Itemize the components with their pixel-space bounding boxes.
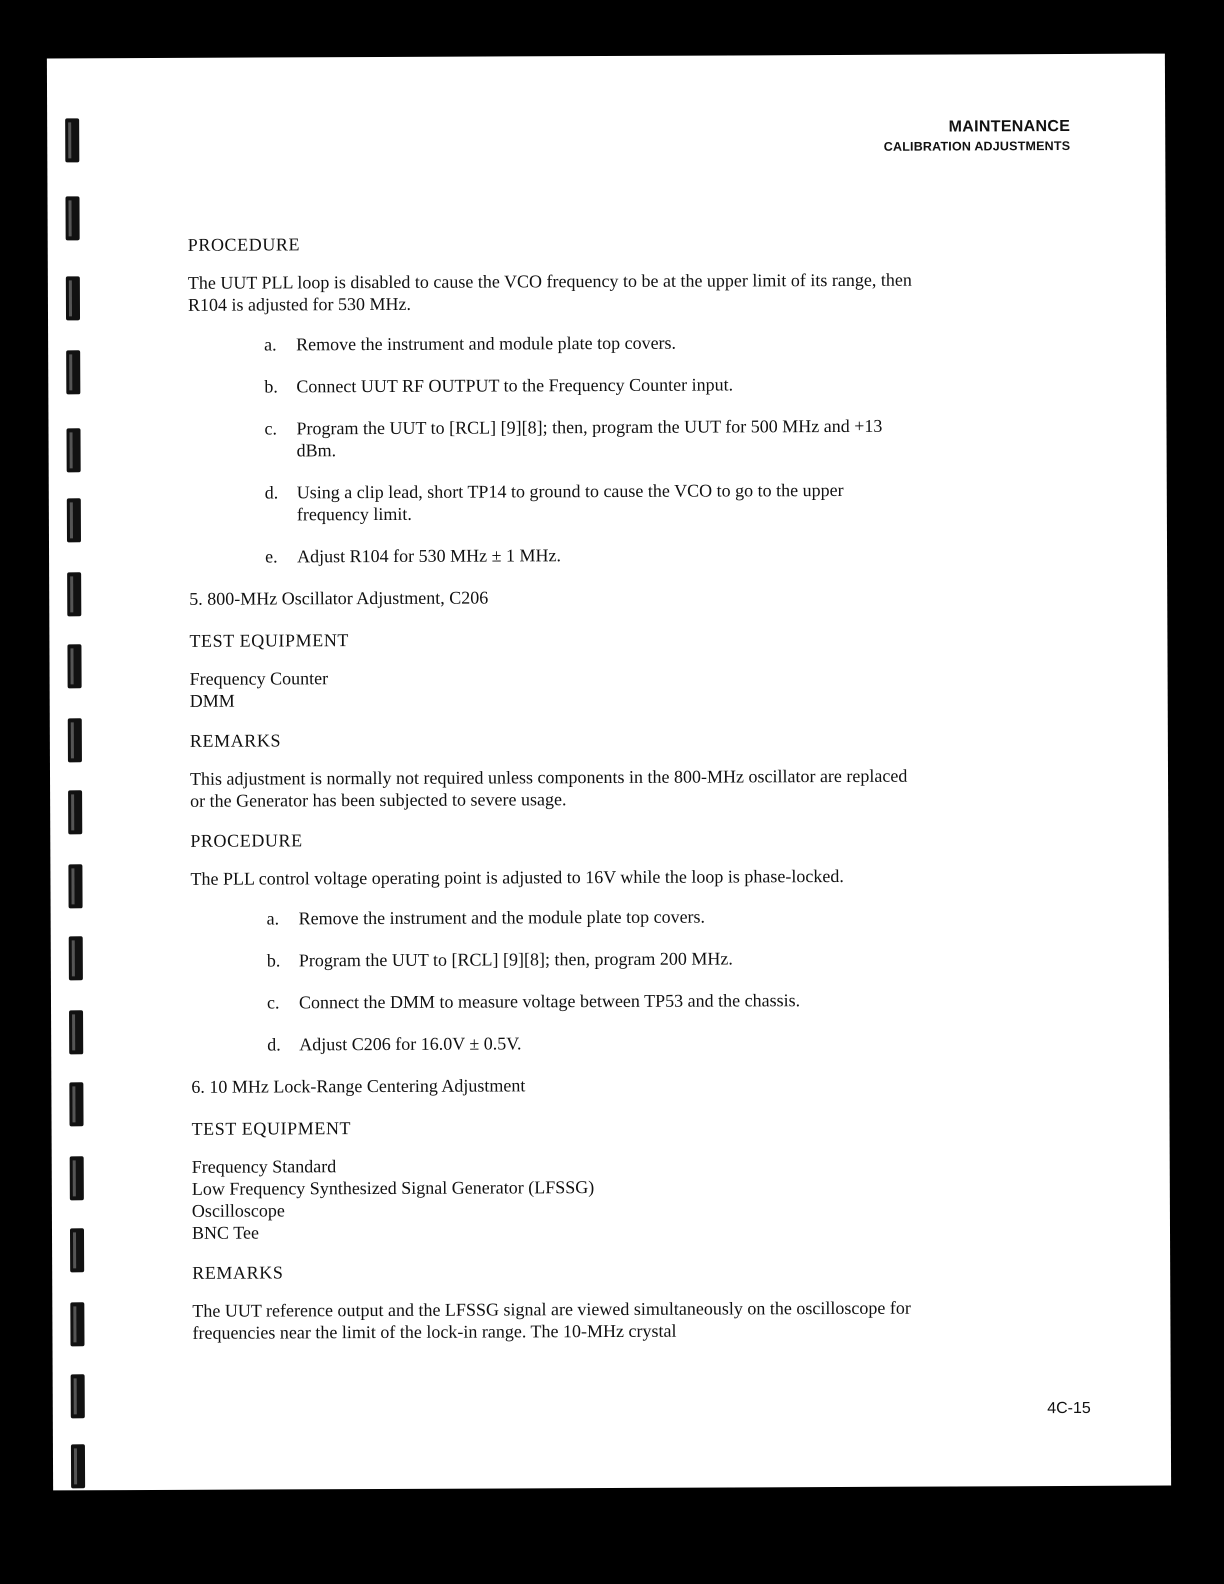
equipment-item: Oscilloscope — [191, 1200, 285, 1221]
procedure-heading: PROCEDURE — [187, 234, 301, 255]
remarks-text: This adjustment is normally not required unless components in the 800-MHz oscillator are replaced or the Generator has been subjected to severe usage. — [189, 765, 908, 811]
section-6-title: 6. 10 MHz Lock-Range Centering Adjustment — [191, 1075, 526, 1097]
binding-hole — [67, 572, 81, 616]
step-item — [188, 373, 918, 398]
binding-hole — [67, 498, 81, 542]
equipment-item: DMM — [189, 690, 235, 711]
step-label: e. — [265, 546, 278, 567]
binding-hole — [69, 1010, 83, 1054]
step-label: c. — [264, 418, 278, 439]
step-item — [191, 1031, 921, 1056]
section-5-title: 5. 800-MHz Oscillator Adjustment, C206 — [189, 587, 489, 609]
step-label: a. — [264, 334, 277, 355]
step-item — [189, 479, 919, 526]
step-text: Connect UUT RF OUTPUT to the Frequency Counter input. — [296, 374, 734, 397]
remarks-heading: REMARKS — [192, 1262, 284, 1283]
test-equipment-heading: TEST EQUIPMENT — [189, 630, 350, 651]
binding-hole — [70, 1302, 84, 1346]
equipment-list — [192, 1153, 922, 1244]
binding-hole — [71, 1374, 85, 1418]
binding-hole — [66, 350, 80, 394]
binding-hole — [70, 1156, 84, 1200]
header-subtitle: CALIBRATION ADJUSTMENTS — [883, 138, 1071, 154]
binding-hole — [70, 1228, 84, 1272]
equipment-item: Frequency Counter — [189, 668, 329, 689]
equipment-list — [190, 665, 920, 712]
header-title: MAINTENANCE — [948, 117, 1071, 136]
step-text: Using a clip lead, short TP14 to ground to cause the VCO to go to the upper frequency limit. — [296, 479, 844, 525]
step-item — [191, 947, 921, 972]
step-label: a. — [266, 908, 280, 929]
equipment-item: Frequency Standard — [191, 1156, 337, 1177]
step-text: Adjust C206 for 16.0V ± 0.5V. — [299, 1033, 522, 1055]
step-item — [189, 543, 919, 568]
binding-hole — [68, 864, 82, 908]
step-text: Remove the instrument and module plate top covers. — [296, 332, 677, 355]
running-header — [884, 118, 1071, 154]
binding-hole — [67, 644, 81, 688]
step-text: Adjust R104 for 530 MHz ± 1 MHz. — [297, 545, 561, 567]
binding-hole — [68, 790, 82, 834]
remarks-heading: REMARKS — [189, 730, 282, 751]
step-text: Remove the instrument and the module plate top covers. — [298, 906, 706, 929]
binding-hole — [71, 1444, 85, 1488]
step-text: Program the UUT to [RCL] [9][8]; then, program the UUT for 500 MHz and +13 dBm. — [296, 415, 883, 461]
test-equipment-heading: TEST EQUIPMENT — [191, 1118, 352, 1139]
procedure-heading: PROCEDURE — [190, 830, 303, 851]
binding-hole — [69, 936, 83, 980]
binding-hole — [65, 118, 79, 162]
step-label: b. — [264, 376, 278, 397]
binding-hole — [65, 196, 79, 240]
procedure-text: The UUT PLL loop is disabled to cause the VCO frequency to be at the upper limit of its range, then R104 is adjusted for 530 MHz. — [187, 269, 912, 315]
page-content — [188, 231, 923, 1362]
step-label: b. — [266, 950, 281, 971]
step-item — [191, 905, 921, 930]
binding-holes — [61, 98, 93, 1478]
step-item — [188, 415, 918, 462]
step-label: d. — [267, 1034, 281, 1055]
step-item — [188, 331, 918, 356]
step-item — [191, 989, 921, 1014]
equipment-item: Low Frequency Synthesized Signal Generator (LFSSG) — [191, 1177, 595, 1199]
document-page — [47, 54, 1171, 1491]
step-label: d. — [264, 482, 279, 503]
step-text: Program the UUT to [RCL] [9][8]; then, program 200 MHz. — [298, 948, 733, 971]
binding-hole — [66, 428, 80, 472]
page-number: 4C-15 — [1047, 1399, 1091, 1418]
procedure-text: The PLL control voltage operating point is adjusted to 16V while the loop is phase-locked. — [190, 865, 844, 889]
equipment-item: BNC Tee — [191, 1222, 259, 1243]
step-label: c. — [266, 992, 280, 1013]
binding-hole — [66, 276, 80, 320]
binding-hole — [68, 718, 82, 762]
remarks-text: The UUT reference output and the LFSSG signal are viewed simultaneously on the oscilloscope for frequencies near the limit of the lock-in range. The 10-MHz crystal — [192, 1297, 911, 1343]
binding-hole — [69, 1082, 83, 1126]
step-text: Connect the DMM to measure voltage between TP53 and the chassis. — [298, 990, 801, 1013]
